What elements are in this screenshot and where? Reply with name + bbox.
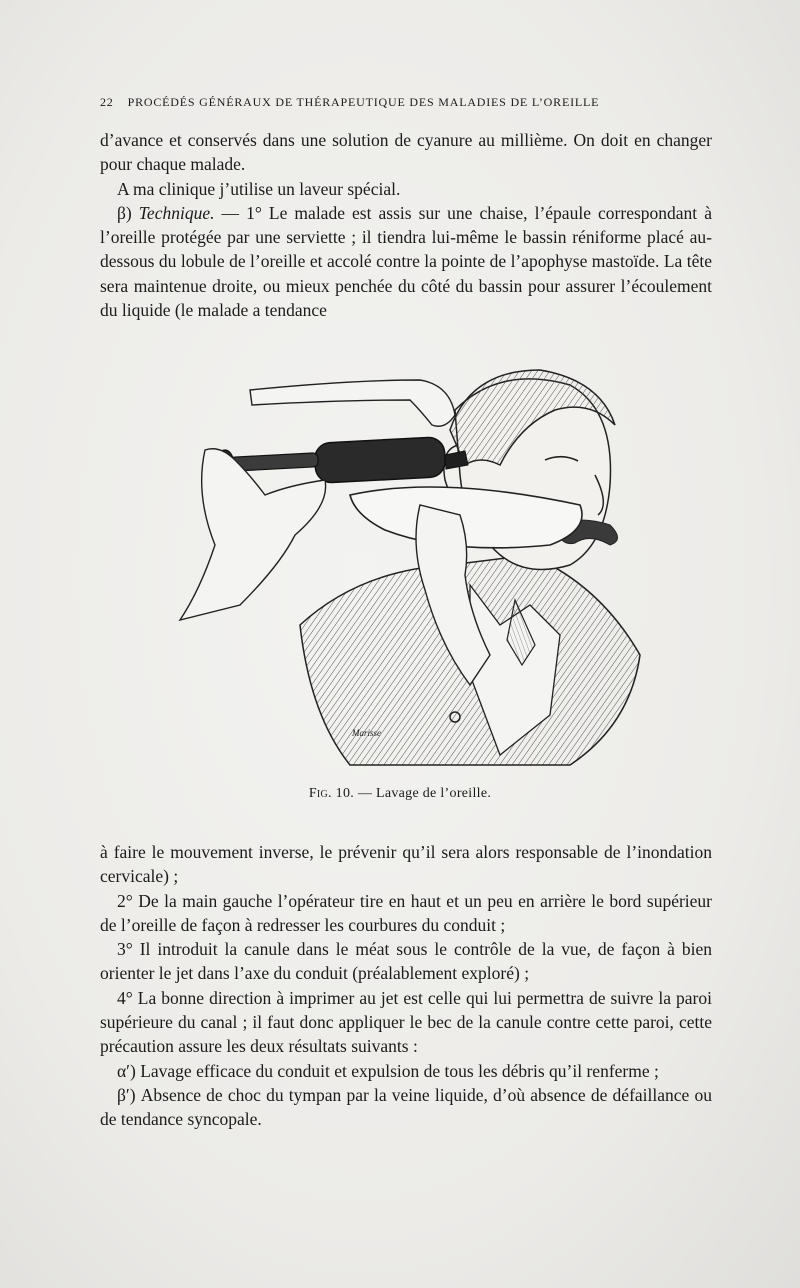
paragraph-text: — 1° Le malade est assis sur une chaise, l’épaule correspondant à l’oreille protégée par une serviette ; il tiendra lui-même le bassin réniforme placé au-dessous du lobule de l’oreille et accolé contre la pointe de l’apophyse mastoïde. La tête sera maintenue droite, ou mieux penchée du côté du bassin pour assurer l’écoulement du liquide (le malade a tendance: [100, 202, 712, 321]
figure-number: Fig. 10.: [308, 786, 355, 801]
page-number: 22: [100, 95, 114, 109]
paragraph: d’avance et conservés dans une solution de cyanure au millième. On doit en changer pour chaque malade.: [100, 130, 712, 175]
caption-text: — Lavage de l’oreille.: [354, 786, 492, 801]
operator-left-hand-shape: [250, 380, 455, 426]
text-block-top: [100, 128, 712, 322]
list-marker: β): [117, 202, 139, 223]
paragraph: β′) Absence de choc du tympan par la veine liquide, d’où absence de défaillance ou de tendance syncopale.: [100, 1084, 712, 1130]
operator-right-hand-shape: [180, 449, 326, 620]
figure-illustration: [170, 355, 660, 775]
paragraph: 2° De la main gauche l’opérateur tire en haut et un peu en arrière le bord supérieur de l’oreille de façon à redresser les courbures du conduit ;: [100, 890, 712, 935]
figure-caption: [0, 786, 800, 802]
paragraph-technique: [100, 201, 712, 322]
paragraph: A ma clinique j’utilise un laveur spécial.: [117, 178, 401, 199]
paragraph: à faire le mouvement inverse, le prévenir qu’il sera alors responsable de l’inondation cervicale) ;: [100, 842, 712, 887]
paragraph: α′) Lavage efficace du conduit et expulsion de tous les débris qu’il renferme ;: [117, 1060, 659, 1081]
running-header: [100, 95, 700, 110]
text-block-bottom: [100, 840, 712, 1132]
engraver-signature: Marisse: [352, 728, 381, 738]
ear-washing-engraving: [170, 355, 660, 775]
running-title: PROCÉDÉS GÉNÉRAUX DE THÉRAPEUTIQUE DES MALADIES DE L’OREILLE: [127, 95, 600, 109]
paragraph: 4° La bonne direction à imprimer au jet est celle qui lui permettra de suivre la paroi supérieure du canal ; il faut donc appliquer le bec de la canule contre cette paroi, cette précaution assure les deux résultats suivants :: [100, 987, 712, 1057]
syringe-shape: [216, 437, 468, 484]
section-lead: Technique.: [138, 202, 215, 223]
paragraph: 3° Il introduit la canule dans le méat sous le contrôle de la vue, de façon à bien orienter le jet dans l’axe du conduit (préalablement exploré) ;: [100, 939, 712, 984]
